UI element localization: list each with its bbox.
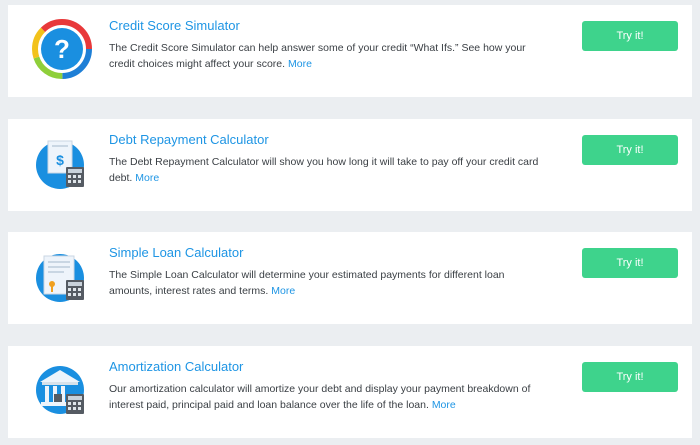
tool-card-amortization-calculator bbox=[8, 346, 692, 438]
try-it-button[interactable]: Try it! bbox=[582, 135, 678, 165]
svg-text:$: $ bbox=[56, 152, 64, 168]
tool-card-credit-score-simulator bbox=[8, 5, 692, 97]
svg-text:?: ? bbox=[54, 34, 70, 64]
try-it-button[interactable]: Try it! bbox=[582, 248, 678, 278]
tool-description-text: The Simple Loan Calculator will determine your estimated payments for different loan amounts, interest rates and terms. bbox=[109, 269, 505, 297]
tool-description bbox=[109, 267, 539, 299]
more-link[interactable]: More bbox=[135, 172, 160, 184]
tool-description-text: The Debt Repayment Calculator will show you how long it will take to pay off your credit card debt. bbox=[109, 156, 539, 184]
tool-description-text: The Credit Score Simulator can help answer some of your credit “What Ifs.” See how your credit choices might affect your score. bbox=[109, 42, 526, 70]
try-it-button[interactable]: Try it! bbox=[582, 21, 678, 51]
tool-title[interactable]: Amortization Calculator bbox=[109, 359, 244, 374]
tool-card-simple-loan-calculator bbox=[8, 232, 692, 324]
loan-document-calculator-icon bbox=[32, 246, 92, 306]
more-link[interactable]: More bbox=[271, 285, 296, 297]
tool-description bbox=[109, 381, 539, 413]
tool-description bbox=[109, 154, 539, 186]
more-link[interactable]: More bbox=[431, 399, 456, 411]
tool-title[interactable]: Simple Loan Calculator bbox=[109, 245, 244, 260]
tool-description bbox=[109, 40, 539, 72]
try-it-button[interactable]: Try it! bbox=[582, 362, 678, 392]
debt-repayment-calculator-icon bbox=[32, 133, 92, 193]
more-link[interactable]: More bbox=[287, 58, 312, 70]
tool-card-debt-repayment-calculator bbox=[8, 119, 692, 211]
credit-score-gauge-icon bbox=[32, 19, 92, 79]
tool-description-text: Our amortization calculator will amortize your debt and display your payment breakdown of interest paid, principal paid and loan balance over the life of the loan. bbox=[109, 383, 531, 411]
bank-calculator-icon bbox=[32, 360, 92, 420]
tool-title[interactable]: Debt Repayment Calculator bbox=[109, 132, 269, 147]
tool-title[interactable]: Credit Score Simulator bbox=[109, 18, 240, 33]
